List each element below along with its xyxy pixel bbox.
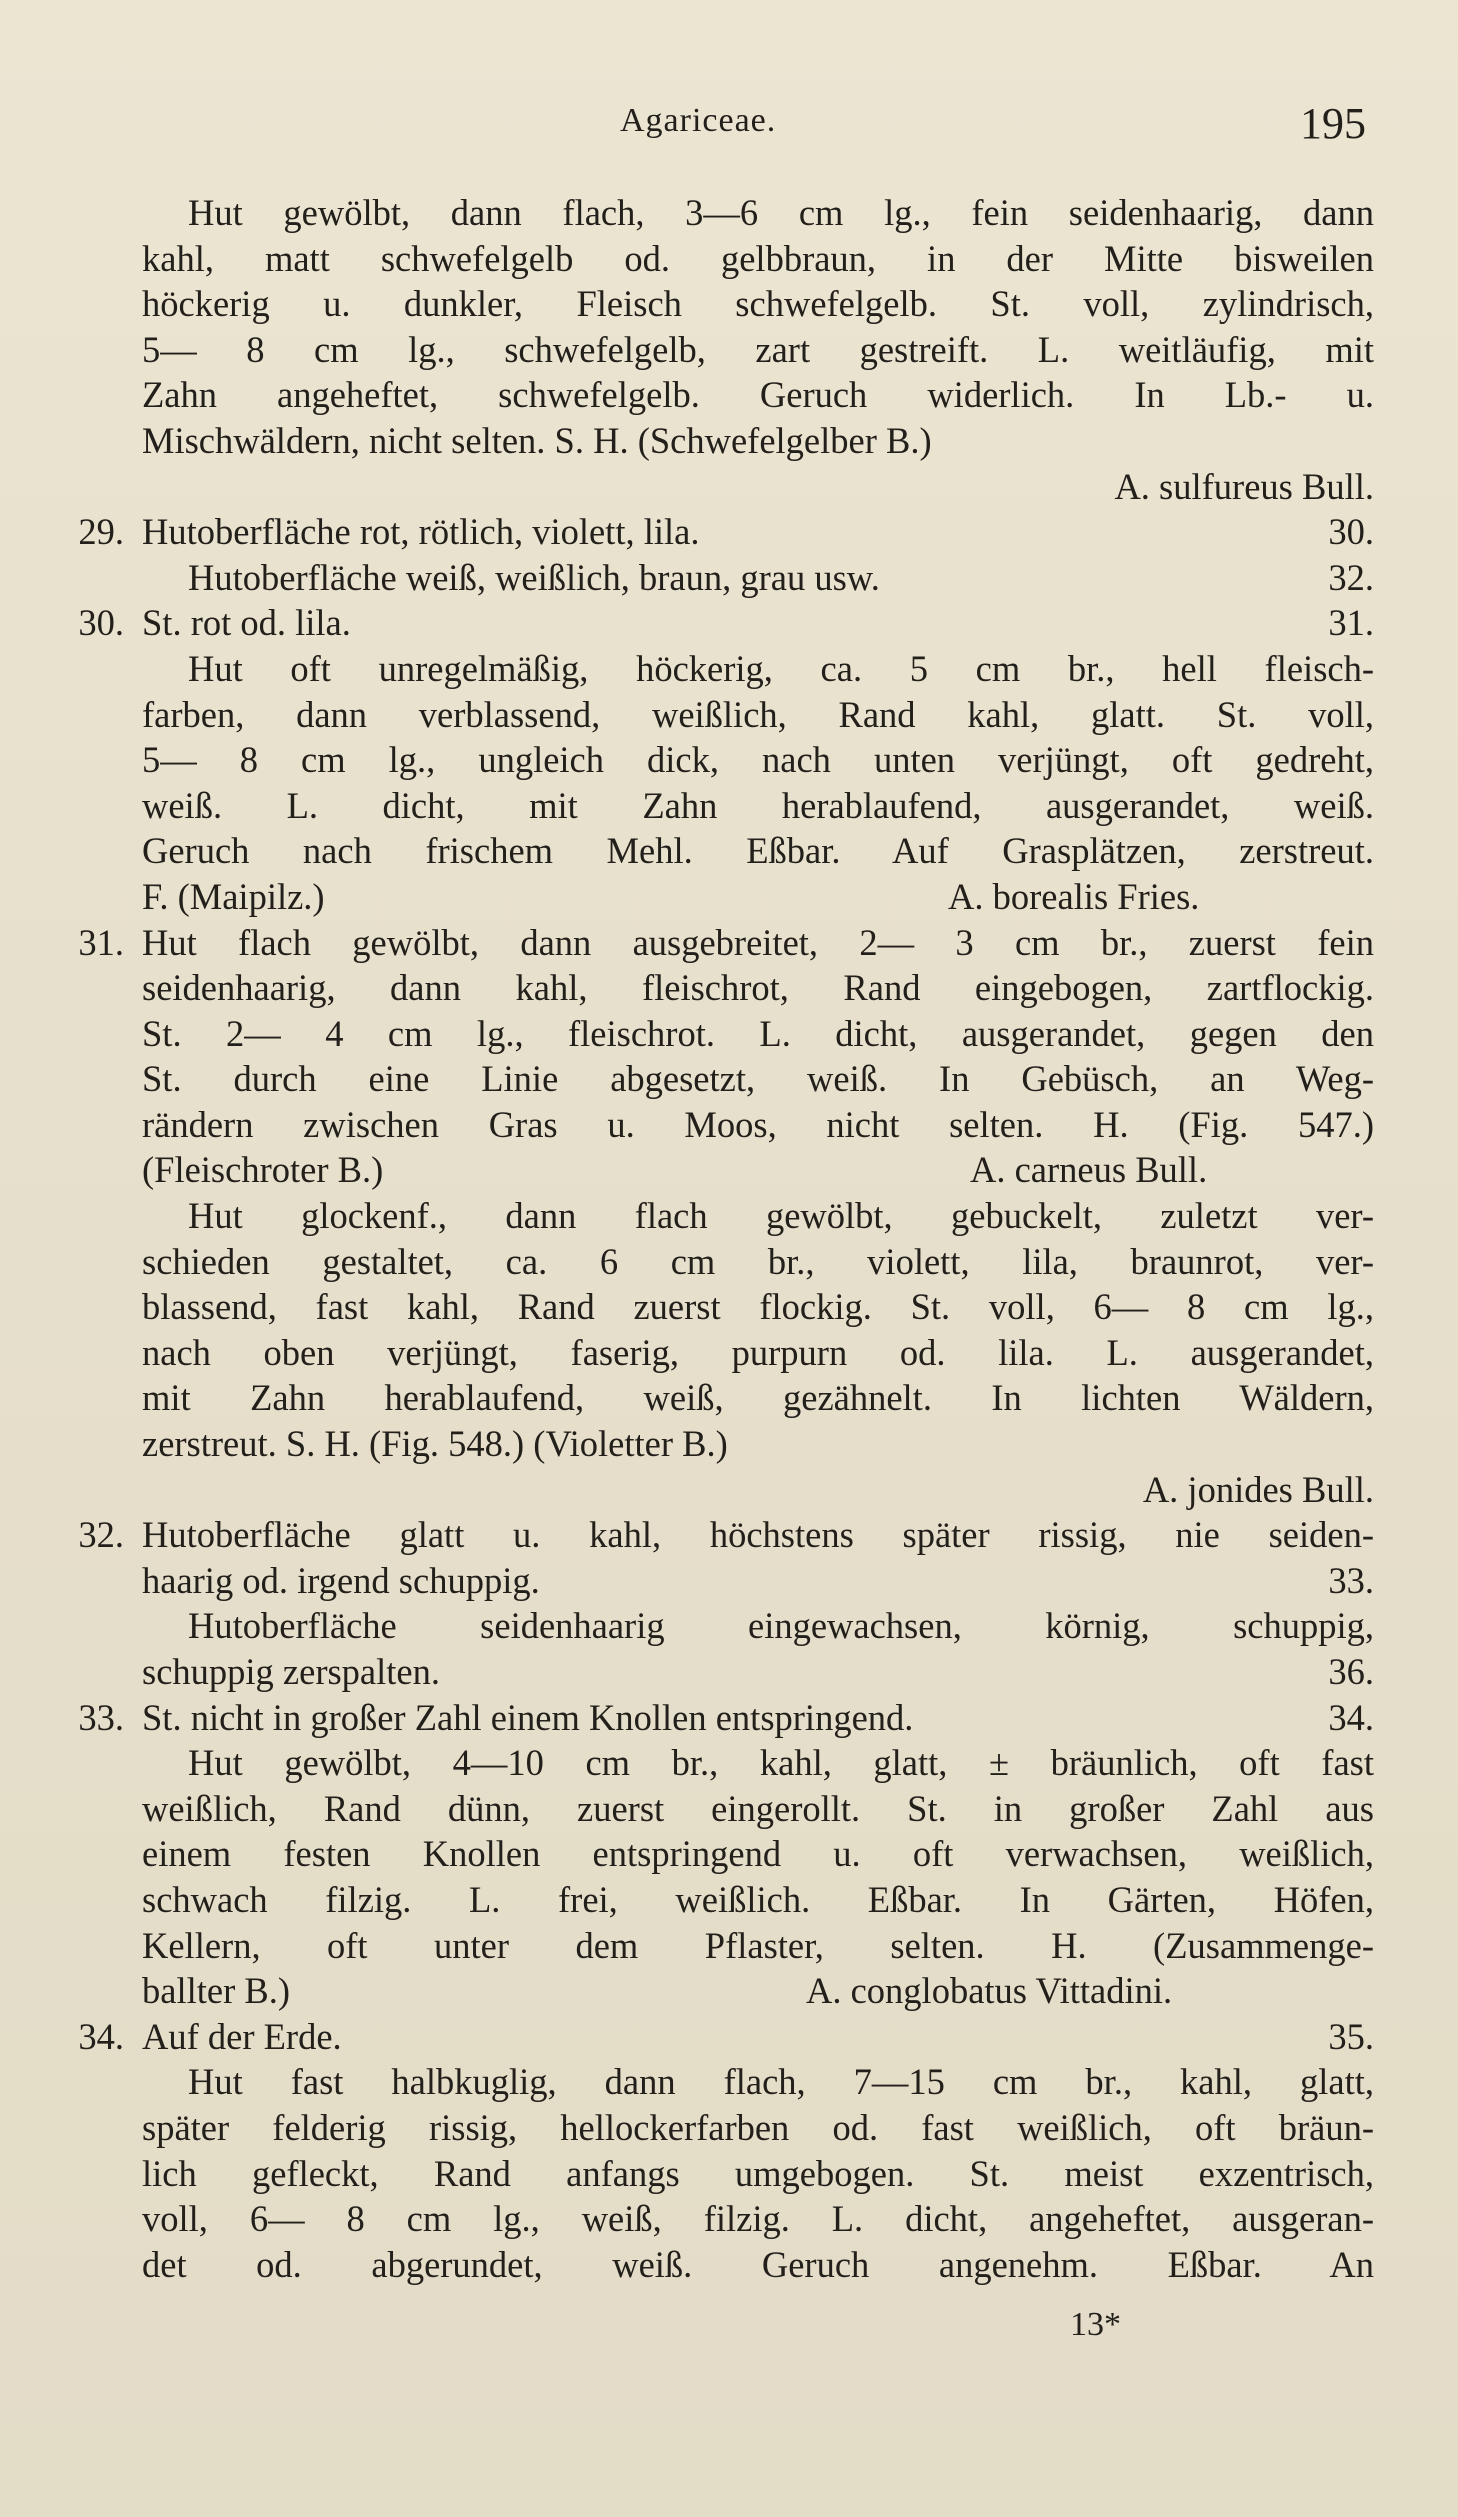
text-line: seidenhaarig, dann kahl, fleischrot, Rand eingebogen, zartflockig. — [142, 967, 1374, 1009]
species-name: A. conglobatus Vittadini. — [806, 1970, 1173, 2012]
text-line: weißlich, Rand dünn, zuerst eingerollt. St. in großer Zahl aus — [142, 1787, 1374, 1829]
key-lead: Hutoberfläche weiß, weißlich, braun, grau usw. 32. — [64, 555, 1374, 601]
text-line: 5— 8 cm lg., schwefelgelb, zart gestreift. L. weitläufig, mit — [142, 328, 1374, 370]
couplet-number: 34. — [78, 2015, 124, 2057]
text-line: Kellern, oft unter dem Pflaster, selten. H. (Zusammenge- — [142, 1924, 1374, 1966]
key-couplet-34: 34. Auf der Erde. 35. — [64, 2014, 1374, 2060]
text-line: Hutoberfläche seidenhaarig eingewachsen, körnig, schuppig, — [188, 1605, 1374, 1647]
text-line: Hut fast halbkuglig, dann flach, 7—15 cm br., kahl, glatt, — [188, 2061, 1374, 2103]
couplet-reference: 33. — [1328, 1559, 1374, 1601]
couplet-reference: 34. — [1328, 1696, 1374, 1738]
text-line: Hut gewölbt, dann flach, 3—6 cm lg., fein seidenhaarig, dann — [188, 192, 1374, 233]
text-line: zerstreut. S. H. (Fig. 548.) (Violetter B.) — [142, 1423, 728, 1465]
text-line: weiß. L. dicht, mit Zahn herablaufend, ausgerandet, weiß. — [142, 784, 1374, 826]
species-name: A. carneus Bull. — [970, 1149, 1208, 1191]
text-line: Hut glockenf., dann flach gewölbt, gebuckelt, zuletzt ver- — [188, 1195, 1374, 1237]
text-line: höckerig u. dunkler, Fleisch schwefelgelb. St. voll, zylindrisch, — [142, 283, 1374, 325]
couplet-number: 32. — [78, 1514, 124, 1556]
key-couplet-30: 30. St. rot od. lila. 31. — [64, 600, 1374, 646]
text-line: später felderig rissig, hellockerfarben od. fast weißlich, oft bräun- — [142, 2106, 1374, 2148]
species-name: A. jonides Bull. — [1142, 1468, 1374, 1510]
couplet-reference: 36. — [1328, 1651, 1374, 1692]
species-name: A. borealis Fries. — [948, 875, 1200, 917]
key-lead: haarig od. irgend schuppig. 33. — [64, 1558, 1374, 1604]
key-lead: schuppig zerspalten. 36. — [64, 1649, 1374, 1695]
key-couplet-29: 29. Hutoberfläche rot, rötlich, violett, lila. 30. — [64, 509, 1374, 555]
text-line: nach oben verjüngt, faserig, purpurn od. lila. L. ausgerandet, — [142, 1331, 1374, 1373]
couplet-number: 30. — [78, 602, 124, 644]
text-line: Geruch nach frischem Mehl. Eßbar. Auf Grasplätzen, zerstreut. — [142, 830, 1374, 872]
text-line: St. durch eine Linie abgesetzt, weiß. In Gebüsch, an Weg- — [142, 1058, 1374, 1100]
couplet-reference: 35. — [1328, 2015, 1374, 2057]
text-line: schieden gestaltet, ca. 6 cm br., violett, lila, braunrot, ver- — [142, 1240, 1374, 1282]
signature-mark: 13* — [1070, 2306, 1121, 2343]
couplet-number: 31. — [78, 921, 124, 963]
text-line: mit Zahn herablaufend, weiß, gezähnelt. In lichten Wäldern, — [142, 1377, 1374, 1419]
text-line: St. 2— 4 cm lg., fleischrot. L. dicht, ausgerandet, gegen den — [142, 1012, 1374, 1054]
key-couplet-32: 32. Hutoberfläche glatt u. kahl, höchstens später rissig, nie seiden- — [64, 1512, 1374, 1558]
couplet-reference: 31. — [1328, 602, 1374, 644]
text-line: 5— 8 cm lg., ungleich dick, nach unten verjüngt, oft gedreht, — [142, 739, 1374, 781]
page-number: 195 — [1300, 99, 1366, 148]
key-couplet-31: 31. Hut flach gewölbt, dann ausgebreitet, 2— 3 cm br., zuerst fein — [64, 920, 1374, 966]
text-line: (Fleischroter B.) A. carneus Bull. — [64, 1147, 1374, 1193]
text-line: schwach filzig. L. frei, weißlich. Eßbar. In Gärten, Höfen, — [142, 1878, 1374, 1920]
text-line: lich gefleckt, Rand anfangs umgebogen. St. meist exzentrisch, — [142, 2152, 1374, 2194]
species-line — [64, 1467, 1374, 1513]
species-line — [64, 464, 1374, 510]
text-line: F. (Maipilz.) A. borealis Fries. — [64, 874, 1374, 920]
text-line: Zahn angeheftet, schwefelgelb. Geruch widerlich. In Lb.- u. — [142, 374, 1374, 416]
text-line: det od. abgerundet, weiß. Geruch angenehm. Eßbar. An — [142, 2243, 1374, 2285]
text-line: Hut gewölbt, 4—10 cm br., kahl, glatt, ± bräunlich, oft fast — [188, 1742, 1374, 1784]
text-line: rändern zwischen Gras u. Moos, nicht selten. H. (Fig. 547.) — [142, 1103, 1374, 1145]
text-line: Mischwäldern, nicht selten. S. H. (Schwefelgelber B.) — [142, 419, 932, 461]
key-text — [64, 190, 1374, 2287]
text-line: Hut oft unregelmäßig, höckerig, ca. 5 cm br., hell fleisch- — [188, 647, 1374, 689]
couplet-number: 29. — [78, 511, 124, 553]
text-line: ballter B.) A. conglobatus Vittadini. — [64, 1968, 1374, 2014]
couplet-number: 33. — [78, 1696, 124, 1738]
text-line: farben, dann verblassend, weißlich, Rand kahl, glatt. St. voll, — [142, 693, 1374, 735]
couplet-reference: 30. — [1328, 511, 1374, 553]
text-line: einem festen Knollen entspringend u. oft verwachsen, weißlich, — [142, 1833, 1374, 1875]
species-name: A. sulfureus Bull. — [1114, 465, 1374, 507]
text-line: voll, 6— 8 cm lg., weiß, filzig. L. dicht, angeheftet, ausgeran- — [142, 2198, 1374, 2240]
running-title: Agariceae. — [620, 102, 777, 139]
text-line: kahl, matt schwefelgelb od. gelbbraun, in der Mitte bisweilen — [142, 237, 1374, 279]
text-line: blassend, fast kahl, Rand zuerst flockig. St. voll, 6— 8 cm lg., — [142, 1286, 1374, 1328]
key-couplet-33: 33. St. nicht in großer Zahl einem Knollen entspringend. 34. — [64, 1695, 1374, 1741]
running-head — [0, 98, 1458, 158]
couplet-reference: 32. — [1328, 556, 1374, 598]
